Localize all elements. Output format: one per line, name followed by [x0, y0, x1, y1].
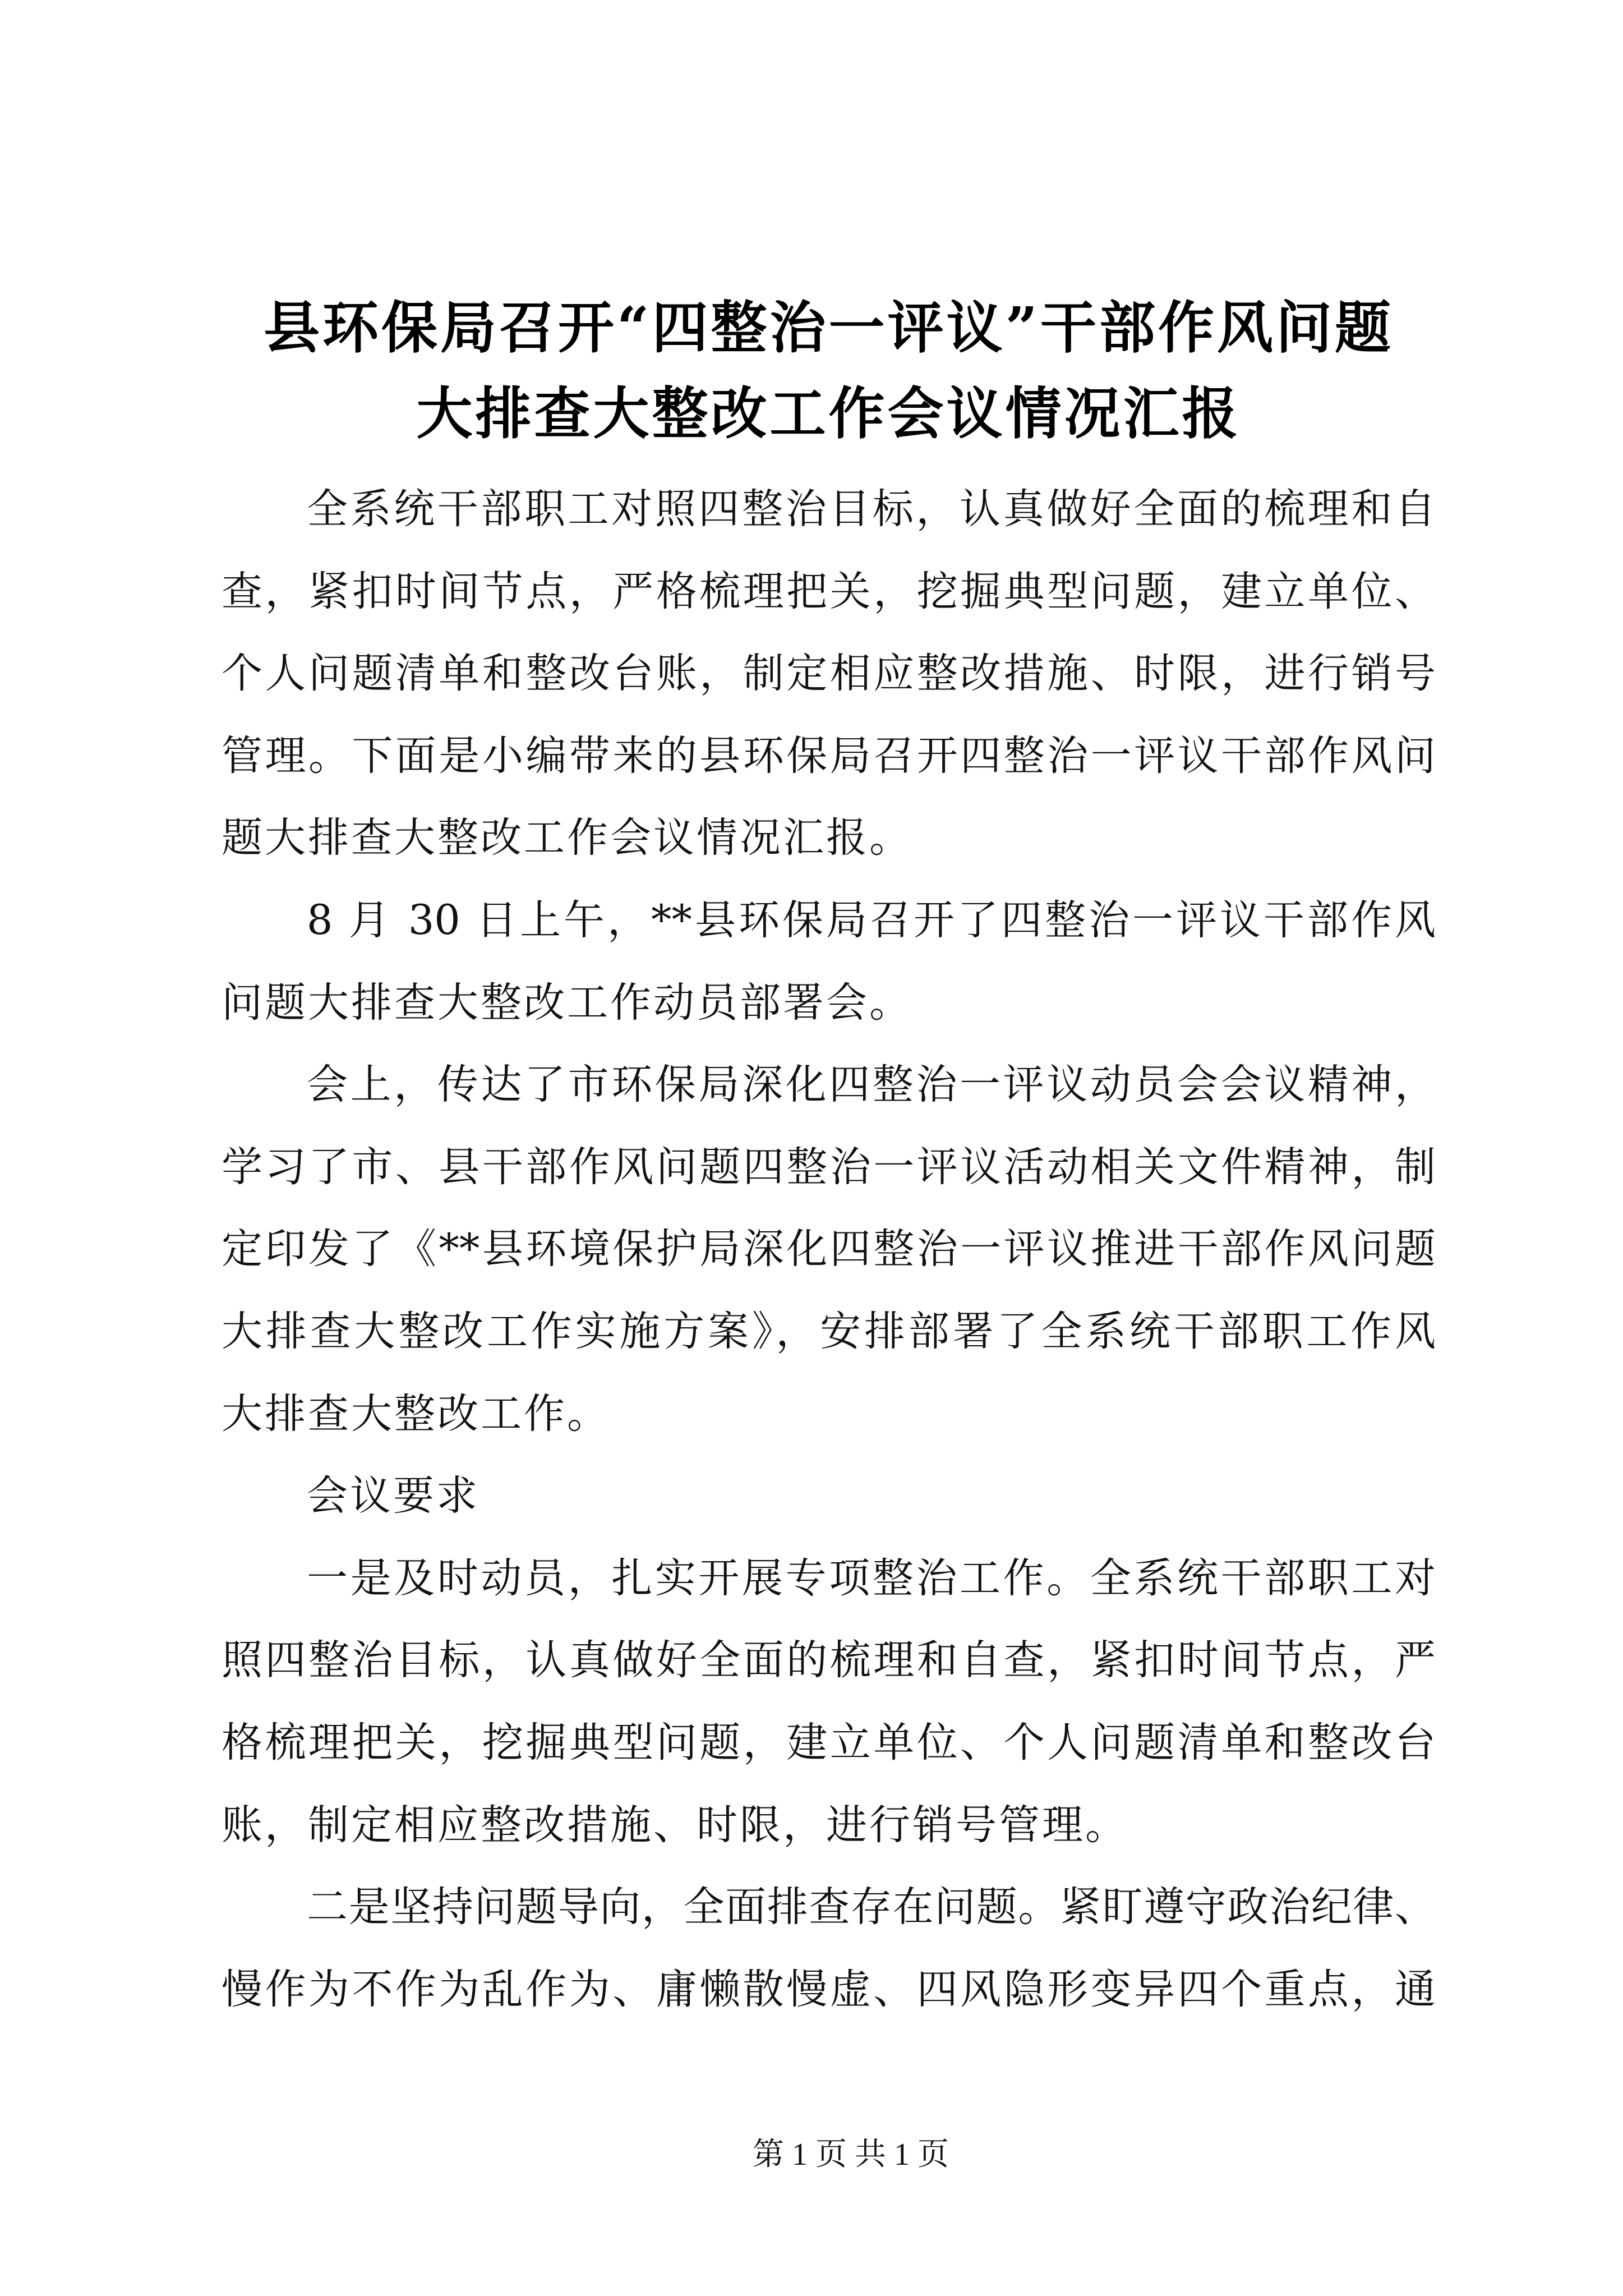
text-line: 查，紧扣时间节点，严格梳理把关，挖掘典型问题，建立单位、 — [222, 567, 1436, 615]
text-line: 慢作为不作为乱作为、庸懒散慢虚、四风隐形变异四个重点，通 — [222, 1965, 1436, 2013]
text-line: 定印发了《**县环境保护局深化四整治一评议推进干部作风问题 — [222, 1225, 1436, 1273]
text-line: 题大排查大整改工作会议情况汇报。 — [222, 814, 912, 862]
document-title — [222, 285, 1436, 457]
text-line: 账，制定相应整改措施、时限，进行销号管理。 — [222, 1801, 1128, 1849]
text-line: 二是坚持问题导向，全面排查存在问题。紧盯遵守政治纪律、 — [307, 1883, 1436, 1931]
paragraph — [222, 1455, 1436, 1538]
paragraph — [222, 1866, 1436, 2031]
title-line: 大排查大整改工作会议情况汇报 — [416, 380, 1241, 447]
text-line: 8 月 30 日上午，**县环保局召开了四整治一评议干部作风 — [307, 896, 1436, 944]
text-line: 格梳理把关，挖掘典型问题，建立单位、个人问题清单和整改台 — [222, 1718, 1436, 1766]
text-line: 照四整治目标，认真做好全面的梳理和自查，紧扣时间节点，严 — [222, 1636, 1436, 1685]
document-body — [222, 468, 1436, 2031]
paragraph — [222, 880, 1436, 1044]
text-line: 大排查大整改工作。 — [222, 1389, 610, 1438]
title-line: 县环保局召开“四整治一评议”干部作风问题 — [263, 295, 1394, 361]
paragraph — [222, 1044, 1436, 1455]
text-line: 个人问题清单和整改台账，制定相应整改措施、时限，进行销号 — [222, 650, 1436, 698]
text-line: 问题大排查大整改工作动员部署会。 — [222, 978, 912, 1027]
page-footer: 第 1 页 共 1 页 — [753, 2137, 949, 2172]
text-line: 大排查大整改工作实施方案》，安排部署了全系统干部职工作风 — [222, 1307, 1436, 1355]
text-line: 全系统干部职工对照四整治目标，认真做好全面的梳理和自 — [307, 485, 1436, 533]
section-heading: 会议要求 — [307, 1472, 479, 1520]
paragraph — [222, 1538, 1436, 1866]
text-line: 学习了市、县干部作风问题四整治一评议活动相关文件精神，制 — [222, 1143, 1436, 1191]
text-line: 管理。下面是小编带来的县环保局召开四整治一评议干部作风问 — [222, 731, 1436, 780]
text-line: 一是及时动员，扎实开展专项整治工作。全系统干部职工对 — [307, 1554, 1436, 1602]
text-line: 会上，传达了市环保局深化四整治一评议动员会会议精神， — [307, 1061, 1436, 1109]
paragraph — [222, 468, 1436, 880]
